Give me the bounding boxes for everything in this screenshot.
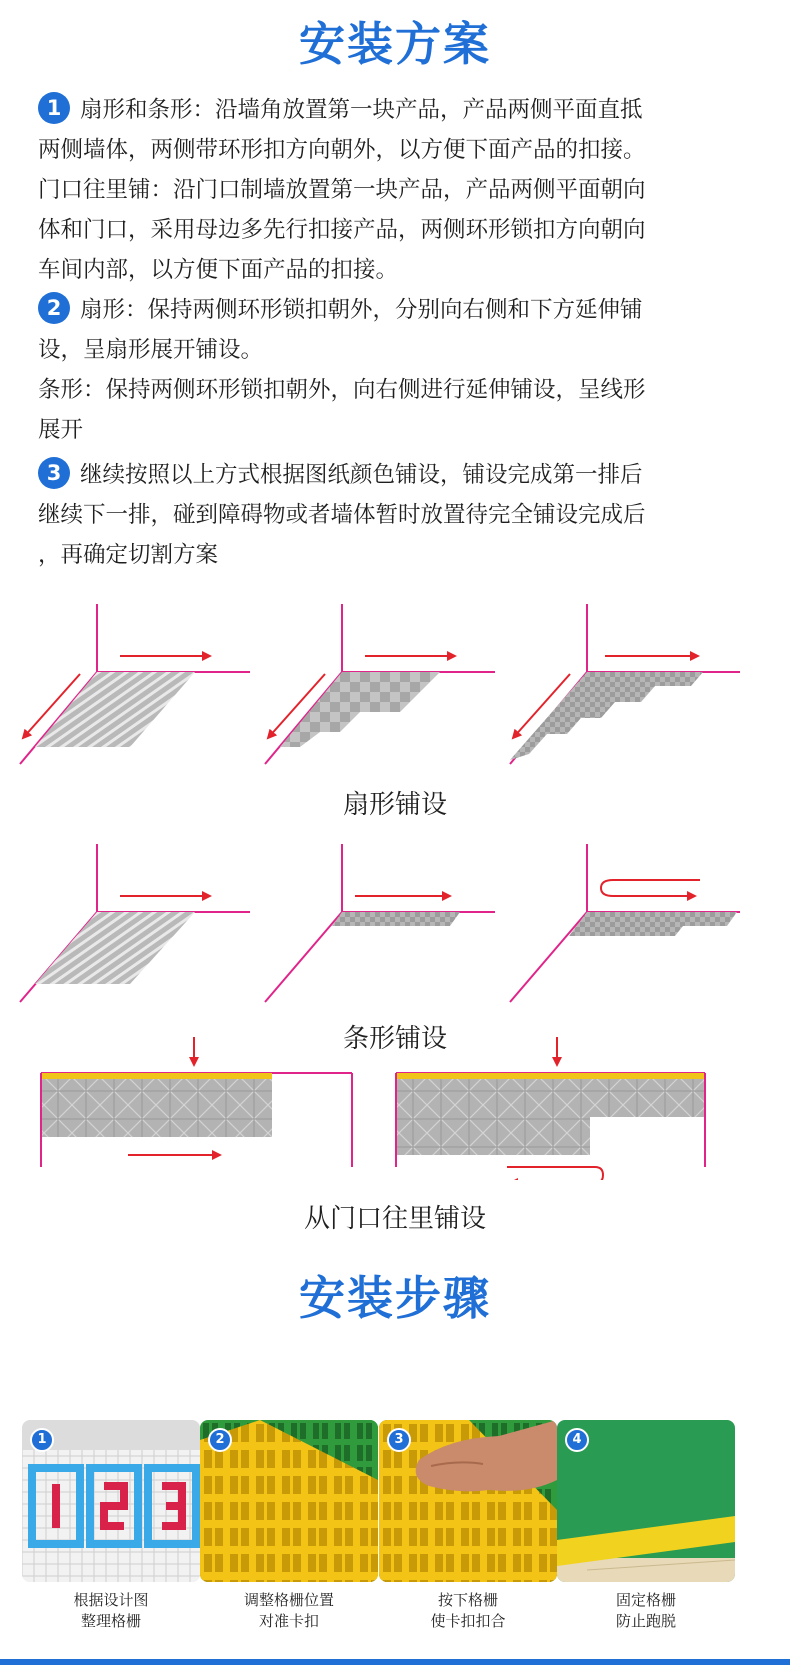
step-label-2 [200,1590,378,1632]
install-plan-item-1 [38,90,768,290]
step-number-badge: 3 [387,1428,411,1452]
para1-line1: 扇形和条形：沿墙角放置第一块产品，产品两侧平面直抵 [80,97,643,123]
step-number-badge: 1 [38,92,70,124]
fan-layout-diagram-1 [15,602,255,772]
para3-line3: ，再确定切割方案 [38,542,219,568]
step-label-line: 根据设计图 [73,1591,149,1609]
step-card-2 [200,1420,378,1582]
step-label-line: 对准卡扣 [258,1612,319,1630]
step-label-line: 防止跑脱 [615,1612,676,1630]
para2-line4: 展开 [38,417,84,443]
strip-layout-caption: 条形铺设 [342,1024,447,1054]
step-number-badge: 4 [565,1428,589,1452]
para3-line2: 继续下一排，碰到障碍物或者墙体暂时放置待完全铺设完成后 [38,502,646,528]
step-label-1 [22,1590,200,1632]
fan-layout-diagram-2 [260,602,500,772]
install-plan-title: 安装方案 [299,17,491,71]
step-label-4 [557,1590,735,1632]
door-layout-diagram-2 [385,1035,725,1180]
strip-layout-diagram-1 [15,842,255,1007]
step-number-badge: 2 [38,292,70,324]
para1-line5: 车间内部，以方便下面产品的扣接。 [38,257,399,283]
door-layout-diagram-1 [30,1035,370,1180]
step-label-line: 使卡扣扣合 [430,1612,506,1630]
step-number-badge: 1 [30,1428,54,1452]
fan-layout-diagram-3 [505,602,745,772]
para2-line3: 条形：保持两侧环形锁扣朝外，向右侧进行延伸铺设，呈线形 [38,377,646,403]
fan-layout-caption: 扇形铺设 [342,790,447,820]
para3-line1: 继续按照以上方式根据图纸颜色铺设，铺设完成第一排后 [80,462,643,488]
step-number-badge: 2 [208,1428,232,1452]
strip-layout-diagram-2 [260,842,500,1007]
install-steps-title: 安装步骤 [299,1271,491,1325]
step-label-line: 整理格栅 [80,1612,141,1630]
step-label-line: 调整格栅位置 [243,1591,334,1609]
para2-line1: 扇形：保持两侧环形锁扣朝外，分别向右侧和下方延伸铺 [80,297,643,323]
install-plan-item-3 [38,455,768,575]
step-card-1 [22,1420,200,1582]
para1-line3: 门口往里铺：沿门口制墙放置第一块产品，产品两侧平面朝向 [38,177,646,203]
step-label-line: 固定格栅 [615,1591,676,1609]
strip-layout-diagram-3 [505,842,745,1007]
step-card-3 [379,1420,557,1582]
step-card-4 [557,1420,735,1582]
para1-line4: 体和门口，采用母边多先行扣接产品，两侧环形锁扣方向朝向 [38,217,646,243]
install-plan-item-2 [38,290,768,450]
para1-line2: 两侧墙体，两侧带环形扣方向朝外，以方便下面产品的扣接。 [38,137,646,163]
door-layout-caption: 从门口往里铺设 [303,1204,486,1234]
step-label-line: 按下格栅 [437,1591,498,1609]
bottom-accent-bar [0,1659,790,1665]
para2-line2: 设，呈扇形展开铺设。 [38,337,264,363]
step-label-3 [379,1590,557,1632]
step-number-badge: 3 [38,457,70,489]
